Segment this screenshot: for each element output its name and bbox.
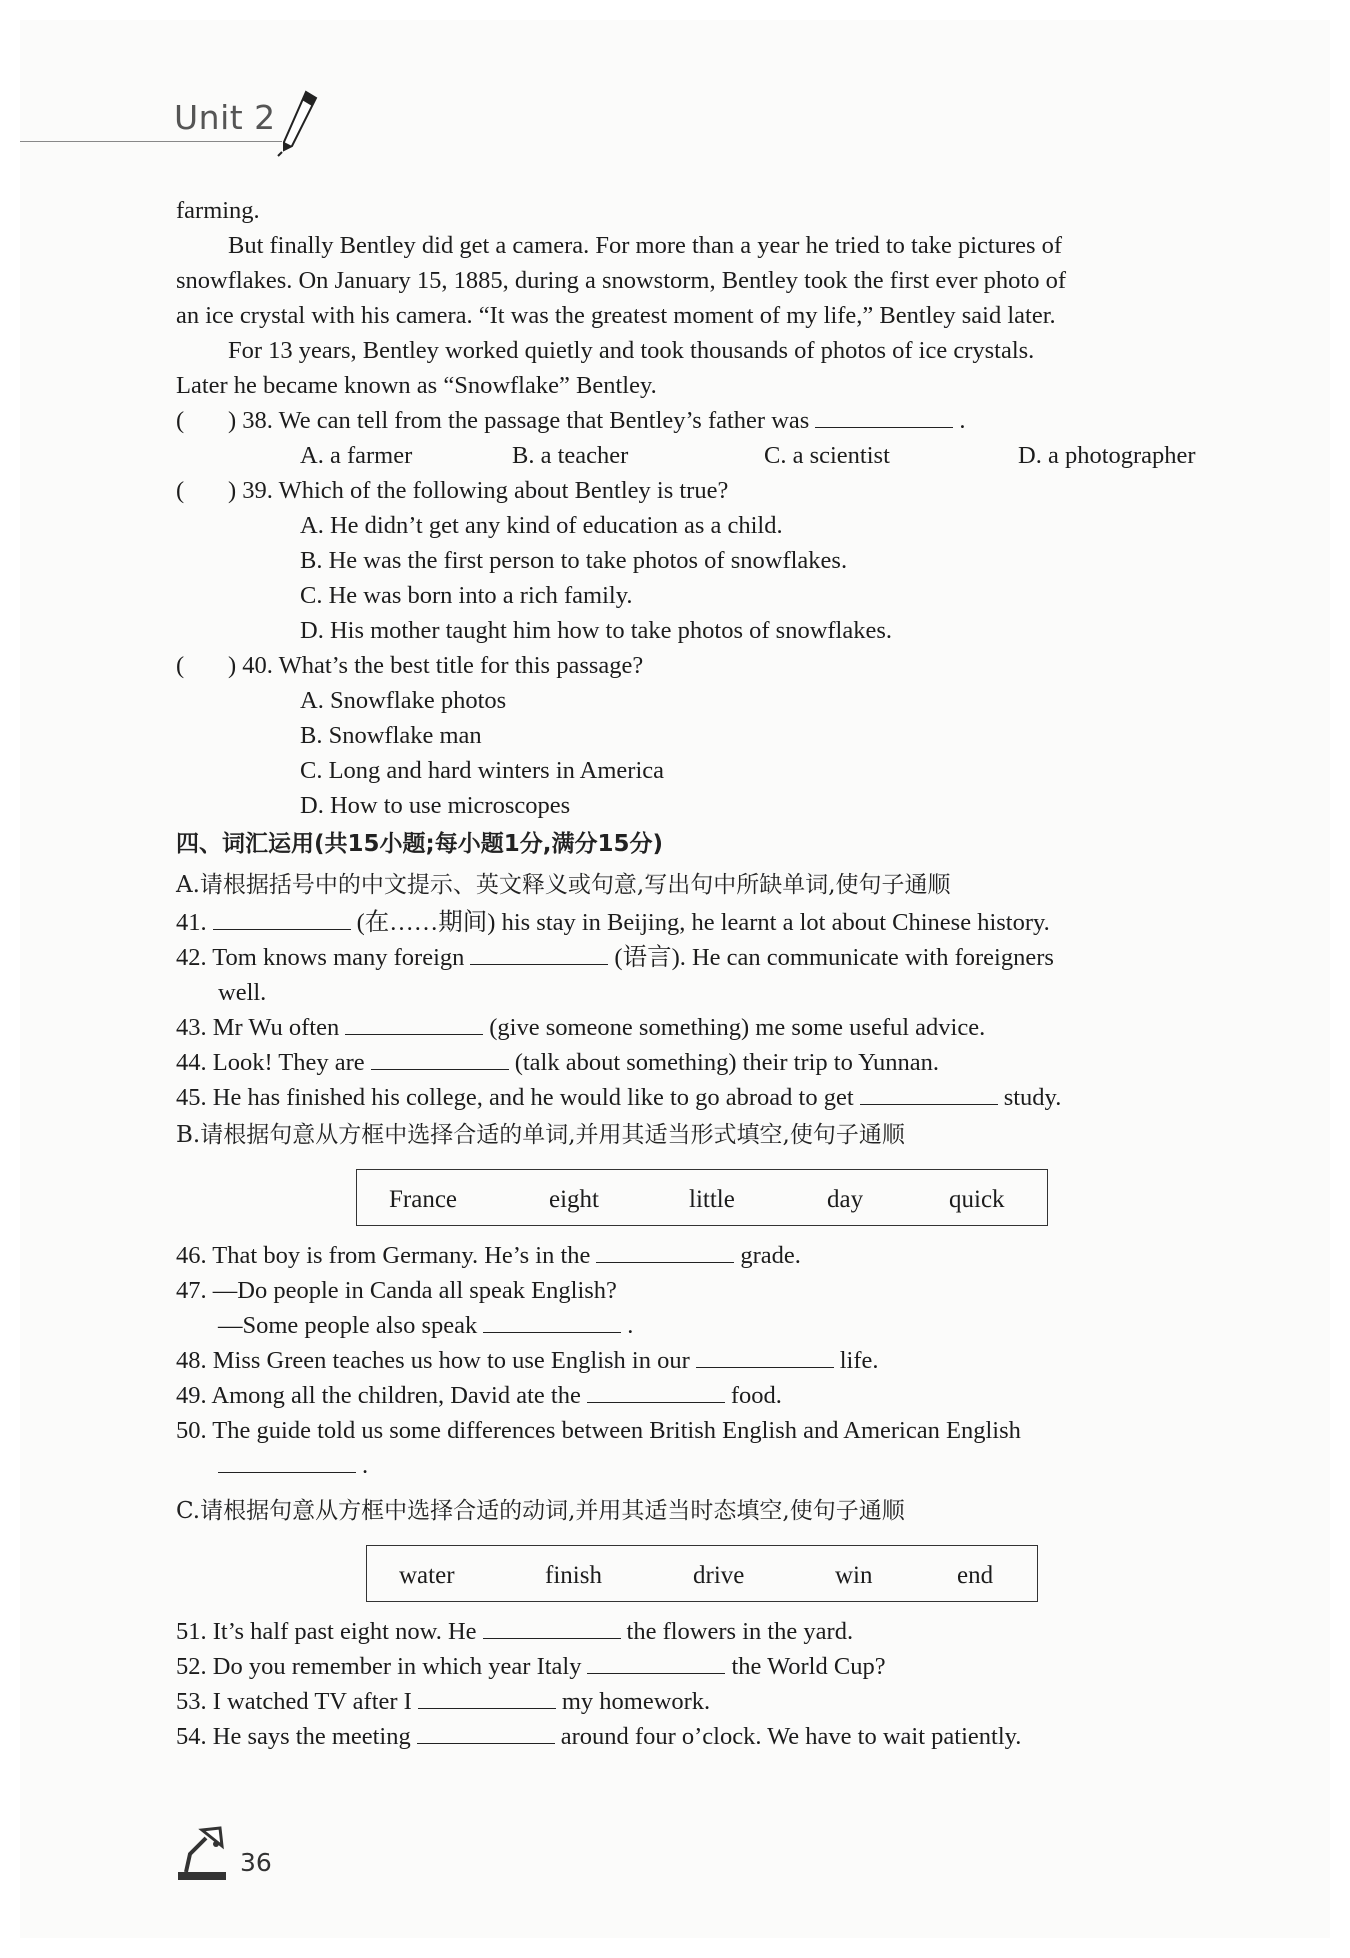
question-text: the flowers in the yard. xyxy=(626,1618,854,1645)
question-text: study. xyxy=(1003,1084,1062,1111)
page-content xyxy=(176,193,1236,1754)
section-title: 四、词汇运用(共15小题;每小题1分,满分15分) xyxy=(176,831,663,857)
option-b[interactable]: B. Snowflake man xyxy=(300,722,482,749)
question-text: food. xyxy=(730,1382,782,1409)
question-stem xyxy=(228,473,728,508)
answer-blank[interactable] xyxy=(483,1310,621,1333)
option-c[interactable]: C. Long and hard winters in America xyxy=(300,757,665,784)
question-text: life. xyxy=(839,1347,879,1374)
question-text: 46. That boy is from Germany. He’s in the xyxy=(176,1242,591,1269)
word-box-item: end xyxy=(957,1562,994,1589)
pen-icon xyxy=(276,88,320,158)
answer-blank[interactable] xyxy=(470,942,608,965)
answer-blank[interactable] xyxy=(371,1047,509,1070)
answer-blank[interactable] xyxy=(696,1345,834,1368)
answer-blank[interactable] xyxy=(587,1380,725,1403)
word-box-item: little xyxy=(689,1186,735,1213)
part-b-instruction: B.请根据句意从方框中选择合适的单词,并用其适当形式填空,使句子通顺 xyxy=(176,1122,905,1148)
word-box-item: quick xyxy=(949,1186,1005,1213)
answer-blank[interactable] xyxy=(218,1450,356,1473)
part-a-instruction: A.请根据括号中的中文提示、英文释义或句意,写出句中所缺单词,使句子通顺 xyxy=(176,872,951,898)
answer-paren-open: ( xyxy=(176,407,185,434)
question-text: 45. He has finished his college, and he would like to go abroad to get xyxy=(176,1084,854,1111)
question-38 xyxy=(176,403,1236,438)
question-text: around four o’clock. We have to wait patiently. xyxy=(560,1723,1022,1750)
passage-line: snowflakes. On January 15, 1885, during a snowstorm, Bentley took the first ever photo of xyxy=(176,267,1067,294)
question-text: 54. He says the meeting xyxy=(176,1723,411,1750)
page-number: 36 xyxy=(240,1848,272,1877)
answer-blank[interactable] xyxy=(860,1082,998,1105)
question-text: grade. xyxy=(740,1242,801,1269)
header-rule xyxy=(20,141,282,142)
question-38-options xyxy=(176,438,1236,473)
passage-line: an ice crystal with his camera. “It was the greatest moment of my life,” Bentley said later. xyxy=(176,302,1056,329)
answer-paren-open: ( xyxy=(176,477,185,504)
answer-blank[interactable] xyxy=(815,405,953,428)
question-text: (语言). He can communicate with foreigners xyxy=(614,944,1054,971)
answer-blank[interactable] xyxy=(417,1721,555,1744)
word-box-item: drive xyxy=(693,1562,745,1589)
page-header xyxy=(0,0,1350,160)
answer-paren-close-text: ) xyxy=(228,407,237,434)
question-45 xyxy=(176,1080,1236,1115)
question-51 xyxy=(176,1614,1236,1649)
question-38-stem-end: . xyxy=(959,407,966,434)
option-c[interactable]: C. a scientist xyxy=(764,442,890,469)
question-text: 52. Do you remember in which year Italy xyxy=(176,1653,582,1680)
answer-paren-close-text: ) xyxy=(228,652,237,679)
question-42-cont: well. xyxy=(218,979,267,1006)
word-box-item: eight xyxy=(549,1186,599,1213)
question-text: 53. I watched TV after I xyxy=(176,1688,412,1715)
option-d[interactable]: D. a photographer xyxy=(1018,442,1196,469)
question-48 xyxy=(176,1343,1236,1378)
question-52 xyxy=(176,1649,1236,1684)
question-47-reply xyxy=(176,1308,1236,1343)
question-50: 50. The guide told us some differences between British English and American English xyxy=(176,1417,1021,1444)
question-text: 51. It’s half past eight now. He xyxy=(176,1618,477,1645)
question-54 xyxy=(176,1719,1236,1754)
question-41 xyxy=(176,905,1236,940)
answer-blank[interactable] xyxy=(483,1616,621,1639)
option-d[interactable]: D. His mother taught him how to take photos of snowflakes. xyxy=(300,617,893,644)
word-box-c xyxy=(366,1545,1038,1602)
word-box-item: win xyxy=(835,1562,873,1589)
question-43 xyxy=(176,1010,1236,1045)
option-c[interactable]: C. He was born into a rich family. xyxy=(300,582,633,609)
question-text: 48. Miss Green teaches us how to use English in our xyxy=(176,1347,690,1374)
question-39-stem: 39. Which of the following about Bentley is true? xyxy=(242,477,729,504)
answer-blank[interactable] xyxy=(596,1240,734,1263)
question-text: my homework. xyxy=(561,1688,711,1715)
question-number: 41. xyxy=(176,909,207,936)
question-text: (talk about something) their trip to Yunnan. xyxy=(514,1049,940,1076)
question-38-stem: 38. We can tell from the passage that Bentley’s father was xyxy=(242,407,810,434)
word-box-item: finish xyxy=(545,1562,602,1589)
part-c-instruction: C.请根据句意从方框中选择合适的动词,并用其适当时态填空,使句子通顺 xyxy=(176,1498,905,1524)
question-stem xyxy=(228,403,965,438)
passage-line: Later he became known as “Snowflake” Bentley. xyxy=(176,372,657,399)
answer-paren-open: ( xyxy=(176,652,185,679)
option-a[interactable]: A. Snowflake photos xyxy=(300,687,507,714)
question-47: 47. —Do people in Canda all speak English? xyxy=(176,1277,617,1304)
desk-lamp-icon xyxy=(176,1824,236,1882)
question-text: (在……期间) his stay in Beijing, he learnt a lot about Chinese history. xyxy=(356,909,1050,936)
question-39 xyxy=(176,473,1236,508)
question-text: —Some people also speak xyxy=(218,1312,478,1339)
question-text: . xyxy=(627,1312,634,1339)
option-d[interactable]: D. How to use microscopes xyxy=(300,792,571,819)
question-42 xyxy=(176,940,1236,975)
question-49 xyxy=(176,1378,1236,1413)
question-53 xyxy=(176,1684,1236,1719)
option-a[interactable]: A. He didn’t get any kind of education as a child. xyxy=(300,512,783,539)
unit-title: Unit 2 xyxy=(174,98,276,137)
question-text: (give someone something) me some useful advice. xyxy=(489,1014,986,1041)
answer-blank[interactable] xyxy=(345,1012,483,1035)
word-box-b xyxy=(356,1169,1048,1226)
word-box-item: France xyxy=(389,1186,458,1213)
option-b[interactable]: B. He was the first person to take photos of snowflakes. xyxy=(300,547,848,574)
answer-blank[interactable] xyxy=(587,1651,725,1674)
word-box-item: water xyxy=(399,1562,455,1589)
question-text: 44. Look! They are xyxy=(176,1049,365,1076)
question-40-stem: 40. What’s the best title for this passage? xyxy=(242,652,644,679)
option-a[interactable]: A. a farmer xyxy=(300,442,413,469)
question-text: 42. Tom knows many foreign xyxy=(176,944,465,971)
question-50-cont xyxy=(176,1448,1236,1483)
answer-paren-close-text: ) xyxy=(228,477,237,504)
answer-blank[interactable] xyxy=(213,907,351,930)
option-b[interactable]: B. a teacher xyxy=(512,442,629,469)
passage-line: For 13 years, Bentley worked quietly and took thousands of photos of ice crystals. xyxy=(228,337,1035,364)
question-text: 43. Mr Wu often xyxy=(176,1014,340,1041)
answer-blank[interactable] xyxy=(418,1686,556,1709)
passage-line: But finally Bentley did get a camera. For more than a year he tried to take pictures of xyxy=(228,232,1063,259)
word-box-item: day xyxy=(827,1186,864,1213)
question-46 xyxy=(176,1238,1236,1273)
question-stem xyxy=(228,648,643,683)
question-text: . xyxy=(362,1452,369,1479)
passage-line: farming. xyxy=(176,197,260,224)
question-44 xyxy=(176,1045,1236,1080)
question-text: 49. Among all the children, David ate the xyxy=(176,1382,581,1409)
question-40 xyxy=(176,648,1236,683)
question-text: the World Cup? xyxy=(731,1653,886,1680)
